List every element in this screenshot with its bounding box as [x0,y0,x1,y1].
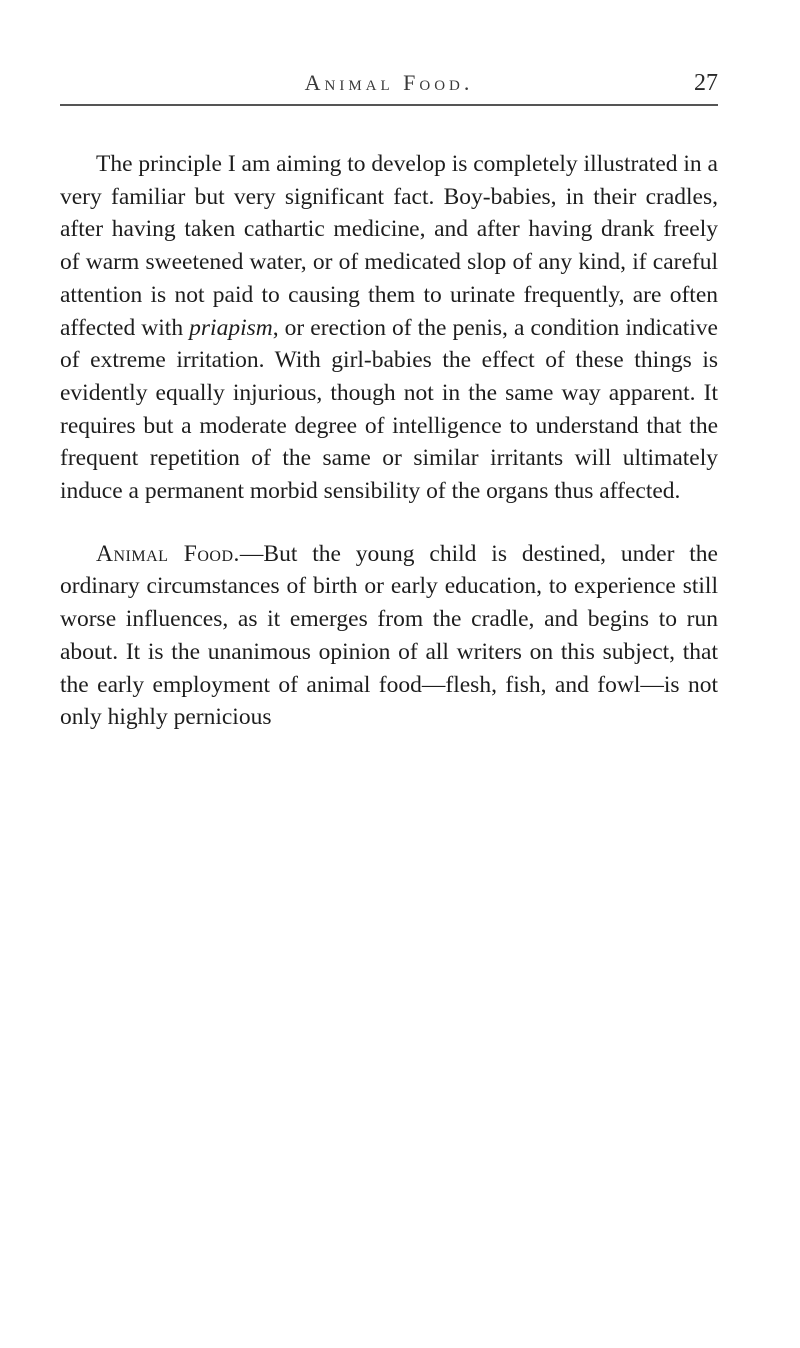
body-text [60,148,718,734]
paragraph-1-text-start: The principle I am aiming to develop is completely illustrated in a very familiar but very significant fact. Boy-babies, in their cradles, after having taken cathartic medicine, and after having drank freely of warm sweetened water, or of medicated slop of any kind, if careful attention is not paid to causing them to urinate frequently, are often affected with [60,151,718,341]
running-head [60,70,718,100]
italic-term: priapism [189,314,273,341]
paragraph-priapism [60,148,718,508]
section-heading: Animal Food. [96,540,240,567]
paragraph-animal-food [60,538,718,734]
paragraph-2-text: —But the young child is destined, under the ordinary circumstances of birth or early education, to experience still worse influences, as it emerges from the cradle, and begins to run about. It is the unanimous opinion of all writers on this subject, that the early employment of animal food—flesh, fish, and fowl—is not only highly pernicious [60,540,718,731]
page-number: 27 [694,70,718,96]
header-rule [60,104,718,106]
paragraph-1-text-end: , or erection of the penis, a condition indicative of extreme irritation. With girl-babies the effect of these things is evidently equally injurious, though not in the same way apparent. It requires but a moderate degree of intelligence to understand that the frequent repetition of the same or similar irritants will ultimately induce a permanent morbid sensibility of the organs thus affected. [60,314,718,505]
running-title: Animal Food. [304,70,474,95]
